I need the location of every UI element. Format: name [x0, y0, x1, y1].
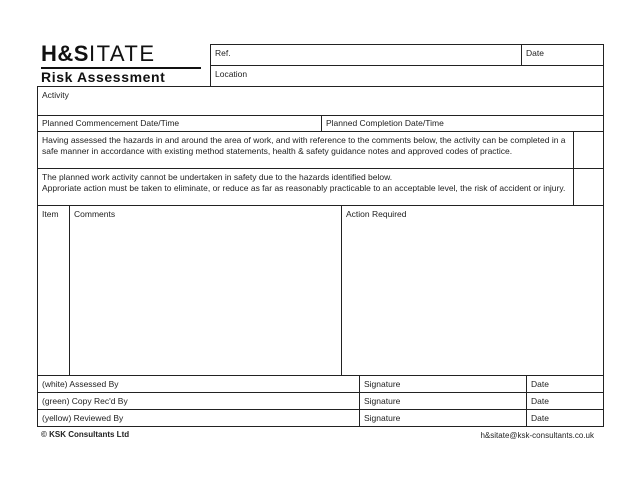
copy-recd-by-date[interactable]	[526, 392, 604, 410]
location-field[interactable]	[210, 65, 604, 87]
planned-commencement-label: Planned Commencement Date/Time	[42, 118, 180, 128]
assessed-by-date[interactable]	[526, 375, 604, 393]
unsafe-statement-checkbox[interactable]	[573, 168, 604, 206]
planned-commencement-field[interactable]	[37, 115, 322, 132]
copy-recd-by-label: (green) Copy Rec'd By	[42, 396, 128, 406]
footer-email: h&sitate@ksk-consultants.co.uk	[480, 431, 594, 440]
date-label: Date	[531, 396, 549, 406]
date-label: Date	[531, 379, 549, 389]
comments-column[interactable]	[69, 205, 342, 376]
logo-title-thin: ITATE	[88, 41, 156, 66]
location-label: Location	[215, 69, 248, 79]
signature-label: Signature	[364, 396, 401, 406]
assessed-by-label: (white) Assessed By	[42, 379, 119, 389]
planned-completion-field[interactable]	[321, 115, 604, 132]
date-label: Date	[526, 48, 544, 58]
activity-field[interactable]	[37, 86, 604, 116]
safe-statement	[37, 131, 574, 169]
footer-copyright: © KSK Consultants Ltd	[41, 430, 130, 439]
planned-completion-label: Planned Completion Date/Time	[326, 118, 444, 128]
reviewed-by-date[interactable]	[526, 409, 604, 427]
item-column[interactable]	[37, 205, 70, 376]
signature-label: Signature	[364, 379, 401, 389]
signature-label: Signature	[364, 413, 401, 423]
activity-label: Activity	[42, 90, 69, 100]
reviewed-by-signature[interactable]	[359, 409, 527, 427]
logo	[41, 41, 207, 87]
reviewed-by-label: (yellow) Reviewed By	[42, 413, 124, 423]
copy-recd-by-field[interactable]	[37, 392, 360, 410]
assessed-by-signature[interactable]	[359, 375, 527, 393]
item-header: Item	[42, 209, 59, 219]
safe-statement-checkbox[interactable]	[573, 131, 604, 169]
ref-field[interactable]	[210, 44, 522, 66]
unsafe-statement	[37, 168, 574, 206]
action-required-column[interactable]	[341, 205, 604, 376]
logo-subtitle: Risk Assessment	[41, 69, 166, 85]
date-field[interactable]	[521, 44, 604, 66]
date-label: Date	[531, 413, 549, 423]
reviewed-by-field[interactable]	[37, 409, 360, 427]
unsafe-statement-line1: The planned work activity cannot be undertaken in safety due to the hazards identified below.	[42, 172, 393, 182]
action-required-header: Action Required	[346, 209, 407, 219]
comments-header: Comments	[74, 209, 116, 219]
ref-label: Ref.	[215, 48, 231, 58]
unsafe-statement-line2: Approriate action must be taken to eliminate, or reduce as far as reasonably practicable to an acceptable level, the risk of accident or injury.	[42, 182, 566, 193]
logo-title	[41, 41, 156, 67]
copy-recd-by-signature[interactable]	[359, 392, 527, 410]
safe-statement-text: Having assessed the hazards in and around the area of work, and with reference to the comments below, the activity can be completed in a safe manner in accordance with existing method statements, health & safety guidance notes and approved codes of practice.	[42, 135, 566, 156]
logo-title-bold: H&S	[41, 41, 89, 66]
assessed-by-field[interactable]	[37, 375, 360, 393]
